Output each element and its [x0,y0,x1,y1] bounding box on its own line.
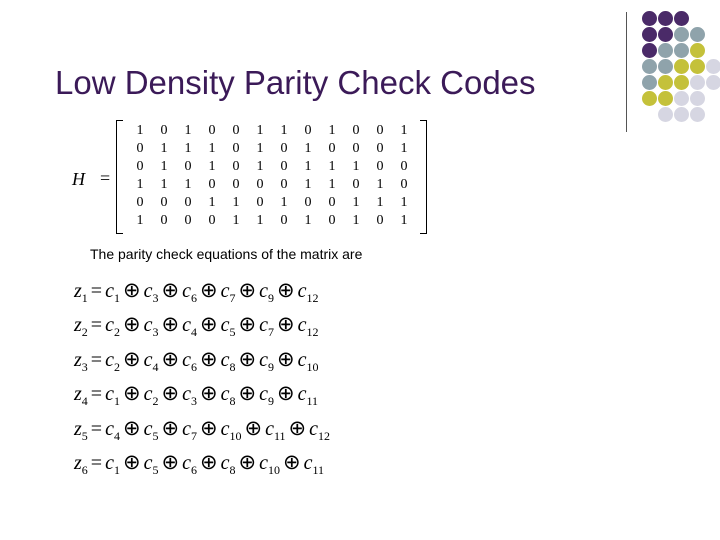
xor-operator: ⊕ [276,346,295,371]
term-subscript: 11 [273,428,286,443]
equation-lhs-subscript: 2 [81,325,88,340]
xor-operator: ⊕ [238,346,257,371]
term-subscript: 4 [152,359,159,374]
term-subscript: 12 [306,325,319,340]
term-subscript: 3 [190,394,197,409]
matrix-cell: 0 [328,141,336,156]
term-var: c [309,417,319,440]
term-var: c [105,314,114,337]
term-var: c [259,280,268,302]
matrix-cell: 1 [352,213,360,228]
matrix-cell: 0 [136,195,144,210]
term-var: c [220,314,230,337]
term-subscript: 7 [229,291,236,305]
equals-sign: = [90,348,103,371]
xor-operator: ⊕ [238,381,257,406]
term-subscript: 1 [113,394,120,409]
xor-operator: ⊕ [199,346,218,371]
matrix-cell: 0 [208,123,216,138]
matrix-cell: 0 [232,177,240,192]
matrix-cell: 0 [376,213,384,228]
term-var: c [105,451,114,474]
decorative-dot [690,27,705,42]
term-subscript: 3 [152,291,159,305]
term-var: c [259,314,268,337]
xor-operator: ⊕ [122,278,141,302]
xor-operator: ⊕ [282,449,301,474]
matrix-cell: 0 [352,123,360,138]
term-var: c [143,451,153,474]
term-subscript: 1 [113,291,120,305]
equation-row [74,447,330,481]
term-subscript: 1 [113,462,120,477]
term-var: c [143,314,153,337]
matrix-right-bracket [420,120,427,234]
term-var: c [220,280,230,302]
xor-operator: ⊕ [238,312,257,337]
matrix-cell: 0 [232,123,240,138]
matrix-cell: 0 [400,159,408,174]
term-subscript: 2 [152,394,159,409]
decorative-dot [690,75,705,90]
matrix-cell: 0 [280,213,288,228]
decorative-dot [690,107,705,122]
term-var: c [105,280,114,302]
term-var: c [105,383,114,406]
equals-sign: = [90,280,103,302]
decorative-dot [706,59,720,74]
equation-lhs-var: z [74,348,82,371]
matrix-cell: 1 [280,123,288,138]
matrix-cell: 1 [400,123,408,138]
decorative-dot [690,91,705,106]
matrix-cell: 1 [232,195,240,210]
term-subscript: 8 [229,462,236,477]
matrix-cell: 1 [304,159,312,174]
term-var: c [297,314,307,337]
xor-operator: ⊕ [238,449,257,474]
equals-sign: = [90,417,103,440]
matrix-cell: 1 [376,177,384,192]
equation-lhs-subscript: 1 [81,291,88,305]
term-subscript: 5 [152,462,159,477]
equation-lhs-var: z [74,280,82,302]
equals-sign: = [90,451,103,474]
matrix-cell: 1 [400,213,408,228]
matrix-cell: 0 [352,141,360,156]
xor-operator: ⊕ [276,278,295,302]
matrix-cell: 0 [304,123,312,138]
term-var: c [259,383,268,406]
term-subscript: 12 [306,291,319,305]
equation-lhs-subscript: 4 [81,394,88,409]
matrix-cell: 1 [136,213,144,228]
matrix-cell: 1 [160,141,168,156]
xor-operator: ⊕ [244,415,263,440]
matrix-cell: 1 [400,141,408,156]
decorative-dot [674,75,689,90]
matrix-cell: 0 [256,177,264,192]
decorative-dot [658,75,673,90]
matrix-cell: 0 [304,195,312,210]
matrix-cell: 0 [376,141,384,156]
xor-operator: ⊕ [122,346,141,371]
decorative-dot [690,59,705,74]
decorative-dot [690,43,705,58]
matrix-cell: 0 [328,213,336,228]
matrix-cell: 1 [184,177,192,192]
term-var: c [303,451,313,474]
matrix-cell: 0 [400,177,408,192]
matrix-cell: 1 [136,123,144,138]
xor-operator: ⊕ [161,278,180,302]
term-var: c [182,314,191,337]
matrix-cell: 0 [280,159,288,174]
matrix-cell: 0 [256,195,264,210]
term-subscript: 7 [190,428,197,443]
decorative-dot [642,27,657,42]
xor-operator: ⊕ [122,312,141,337]
xor-operator: ⊕ [122,449,141,474]
matrix-label: H [72,169,85,189]
term-subscript: 5 [229,325,236,340]
term-var: c [297,280,307,302]
decorative-dot [658,11,673,26]
decorative-dot [674,59,689,74]
matrix-cell: 1 [376,195,384,210]
term-var: c [259,348,268,371]
matrix-cell: 1 [280,195,288,210]
matrix-cell: 1 [136,177,144,192]
term-subscript: 12 [318,428,331,443]
term-var: c [297,348,307,371]
decorative-dot [674,107,689,122]
decorative-dot [642,91,657,106]
matrix-cell: 0 [280,177,288,192]
matrix-cell: 0 [184,213,192,228]
xor-operator: ⊕ [199,381,218,406]
equation-lhs-subscript: 5 [81,428,88,443]
term-subscript: 10 [306,359,319,374]
xor-operator: ⊕ [161,381,180,406]
decorative-dot [674,43,689,58]
matrix-equals: = [100,168,111,188]
parity-check-matrix [68,118,448,236]
matrix-left-bracket [116,120,123,234]
term-var: c [297,383,307,406]
matrix-cell: 0 [208,177,216,192]
matrix-cell: 0 [136,141,144,156]
decorative-dot [658,91,673,106]
equals-sign: = [90,314,103,337]
xor-operator: ⊕ [122,415,141,440]
matrix-cell: 0 [136,159,144,174]
term-subscript: 3 [152,325,159,340]
xor-operator: ⊕ [276,381,295,406]
matrix-cell: 0 [208,213,216,228]
term-subscript: 10 [267,462,280,477]
matrix-cell: 1 [208,195,216,210]
matrix-cell: 1 [328,123,336,138]
matrix-cell: 0 [376,159,384,174]
matrix-cell: 1 [160,159,168,174]
matrix-cell: 1 [304,141,312,156]
xor-operator: ⊕ [161,449,180,474]
xor-operator: ⊕ [122,381,141,406]
matrix-cell: 1 [184,123,192,138]
matrix-cell: 0 [160,123,168,138]
equation-row [74,344,330,378]
term-subscript: 9 [267,291,274,305]
matrix-cell: 1 [328,177,336,192]
matrix-cell: 1 [184,141,192,156]
xor-operator: ⊕ [161,312,180,337]
decorative-dot [674,27,689,42]
term-var: c [220,417,230,440]
xor-operator: ⊕ [199,278,218,302]
matrix-cell: 0 [232,141,240,156]
decorative-dot [642,75,657,90]
parity-equations [74,275,330,481]
term-var: c [143,280,153,302]
decorative-dot [642,43,657,58]
term-subscript: 8 [229,359,236,374]
slide-title: Low Density Parity Check Codes [55,64,536,101]
matrix-cell: 1 [304,213,312,228]
term-var: c [265,417,274,440]
equals-sign: = [90,383,103,406]
term-subscript: 2 [113,359,120,374]
term-var: c [105,417,114,440]
term-subscript: 7 [267,325,274,340]
term-var: c [143,417,153,440]
decorative-dot [674,91,689,106]
matrix-cell: 1 [160,177,168,192]
decorative-dot [658,43,673,58]
matrix-cell: 0 [280,141,288,156]
equations-caption: The parity check equations of the matrix are [90,246,363,262]
decorative-dot [658,107,673,122]
matrix-cell: 0 [352,177,360,192]
term-var: c [259,451,268,474]
matrix-cell: 1 [304,177,312,192]
xor-operator: ⊕ [238,278,257,302]
term-var: c [220,348,230,371]
xor-operator: ⊕ [161,415,180,440]
term-subscript: 6 [190,291,197,305]
xor-operator: ⊕ [199,312,218,337]
matrix-cell: 0 [328,195,336,210]
matrix-cell: 0 [184,159,192,174]
matrix-grid [128,122,416,230]
term-subscript: 5 [152,428,159,443]
term-var: c [182,417,191,440]
decorative-dot [642,59,657,74]
term-var: c [220,383,230,406]
term-subscript: 10 [229,428,242,443]
matrix-cell: 1 [208,159,216,174]
equation-row [74,275,330,309]
matrix-cell: 1 [352,159,360,174]
decorative-dot [658,59,673,74]
decorative-dot [706,75,720,90]
term-subscript: 6 [190,359,197,374]
matrix-cell: 1 [328,159,336,174]
matrix-cell: 1 [232,213,240,228]
term-subscript: 11 [306,394,319,409]
equation-row [74,378,330,412]
term-subscript: 4 [113,428,120,443]
matrix-cell: 1 [256,159,264,174]
xor-operator: ⊕ [288,415,307,440]
term-subscript: 9 [267,394,274,409]
matrix-cell: 0 [184,195,192,210]
term-var: c [105,348,114,371]
decorative-dot [658,27,673,42]
equation-lhs-var: z [74,314,82,337]
term-var: c [220,451,230,474]
xor-operator: ⊕ [161,346,180,371]
matrix-cell: 1 [256,123,264,138]
term-var: c [143,348,153,371]
matrix-cell: 0 [160,195,168,210]
matrix-cell: 0 [376,123,384,138]
matrix-cell: 1 [400,195,408,210]
term-var: c [182,280,191,302]
equation-lhs-subscript: 6 [81,462,88,477]
term-subscript: 4 [190,325,197,340]
xor-operator: ⊕ [199,415,218,440]
matrix-cell: 1 [208,141,216,156]
matrix-cell: 1 [352,195,360,210]
decorative-dot-grid [0,0,720,130]
term-subscript: 2 [113,325,120,340]
decorative-dot [674,11,689,26]
term-var: c [182,383,191,406]
matrix-cell: 1 [256,141,264,156]
decorative-dot [642,11,657,26]
term-subscript: 11 [312,462,325,477]
term-var: c [182,348,191,371]
matrix-cell: 0 [160,213,168,228]
matrix-cell: 0 [232,159,240,174]
matrix-cell: 1 [256,213,264,228]
equation-lhs-subscript: 3 [81,359,88,374]
term-subscript: 6 [190,462,197,477]
term-subscript: 8 [229,394,236,409]
equation-lhs-var: z [74,451,82,474]
term-subscript: 9 [267,359,274,374]
equation-lhs-var: z [74,383,82,406]
term-var: c [143,383,153,406]
equation-lhs-var: z [74,417,82,440]
term-var: c [182,451,191,474]
xor-operator: ⊕ [276,312,295,337]
decorative-divider [626,12,627,132]
xor-operator: ⊕ [199,449,218,474]
equation-row [74,309,330,343]
equation-row [74,413,330,447]
